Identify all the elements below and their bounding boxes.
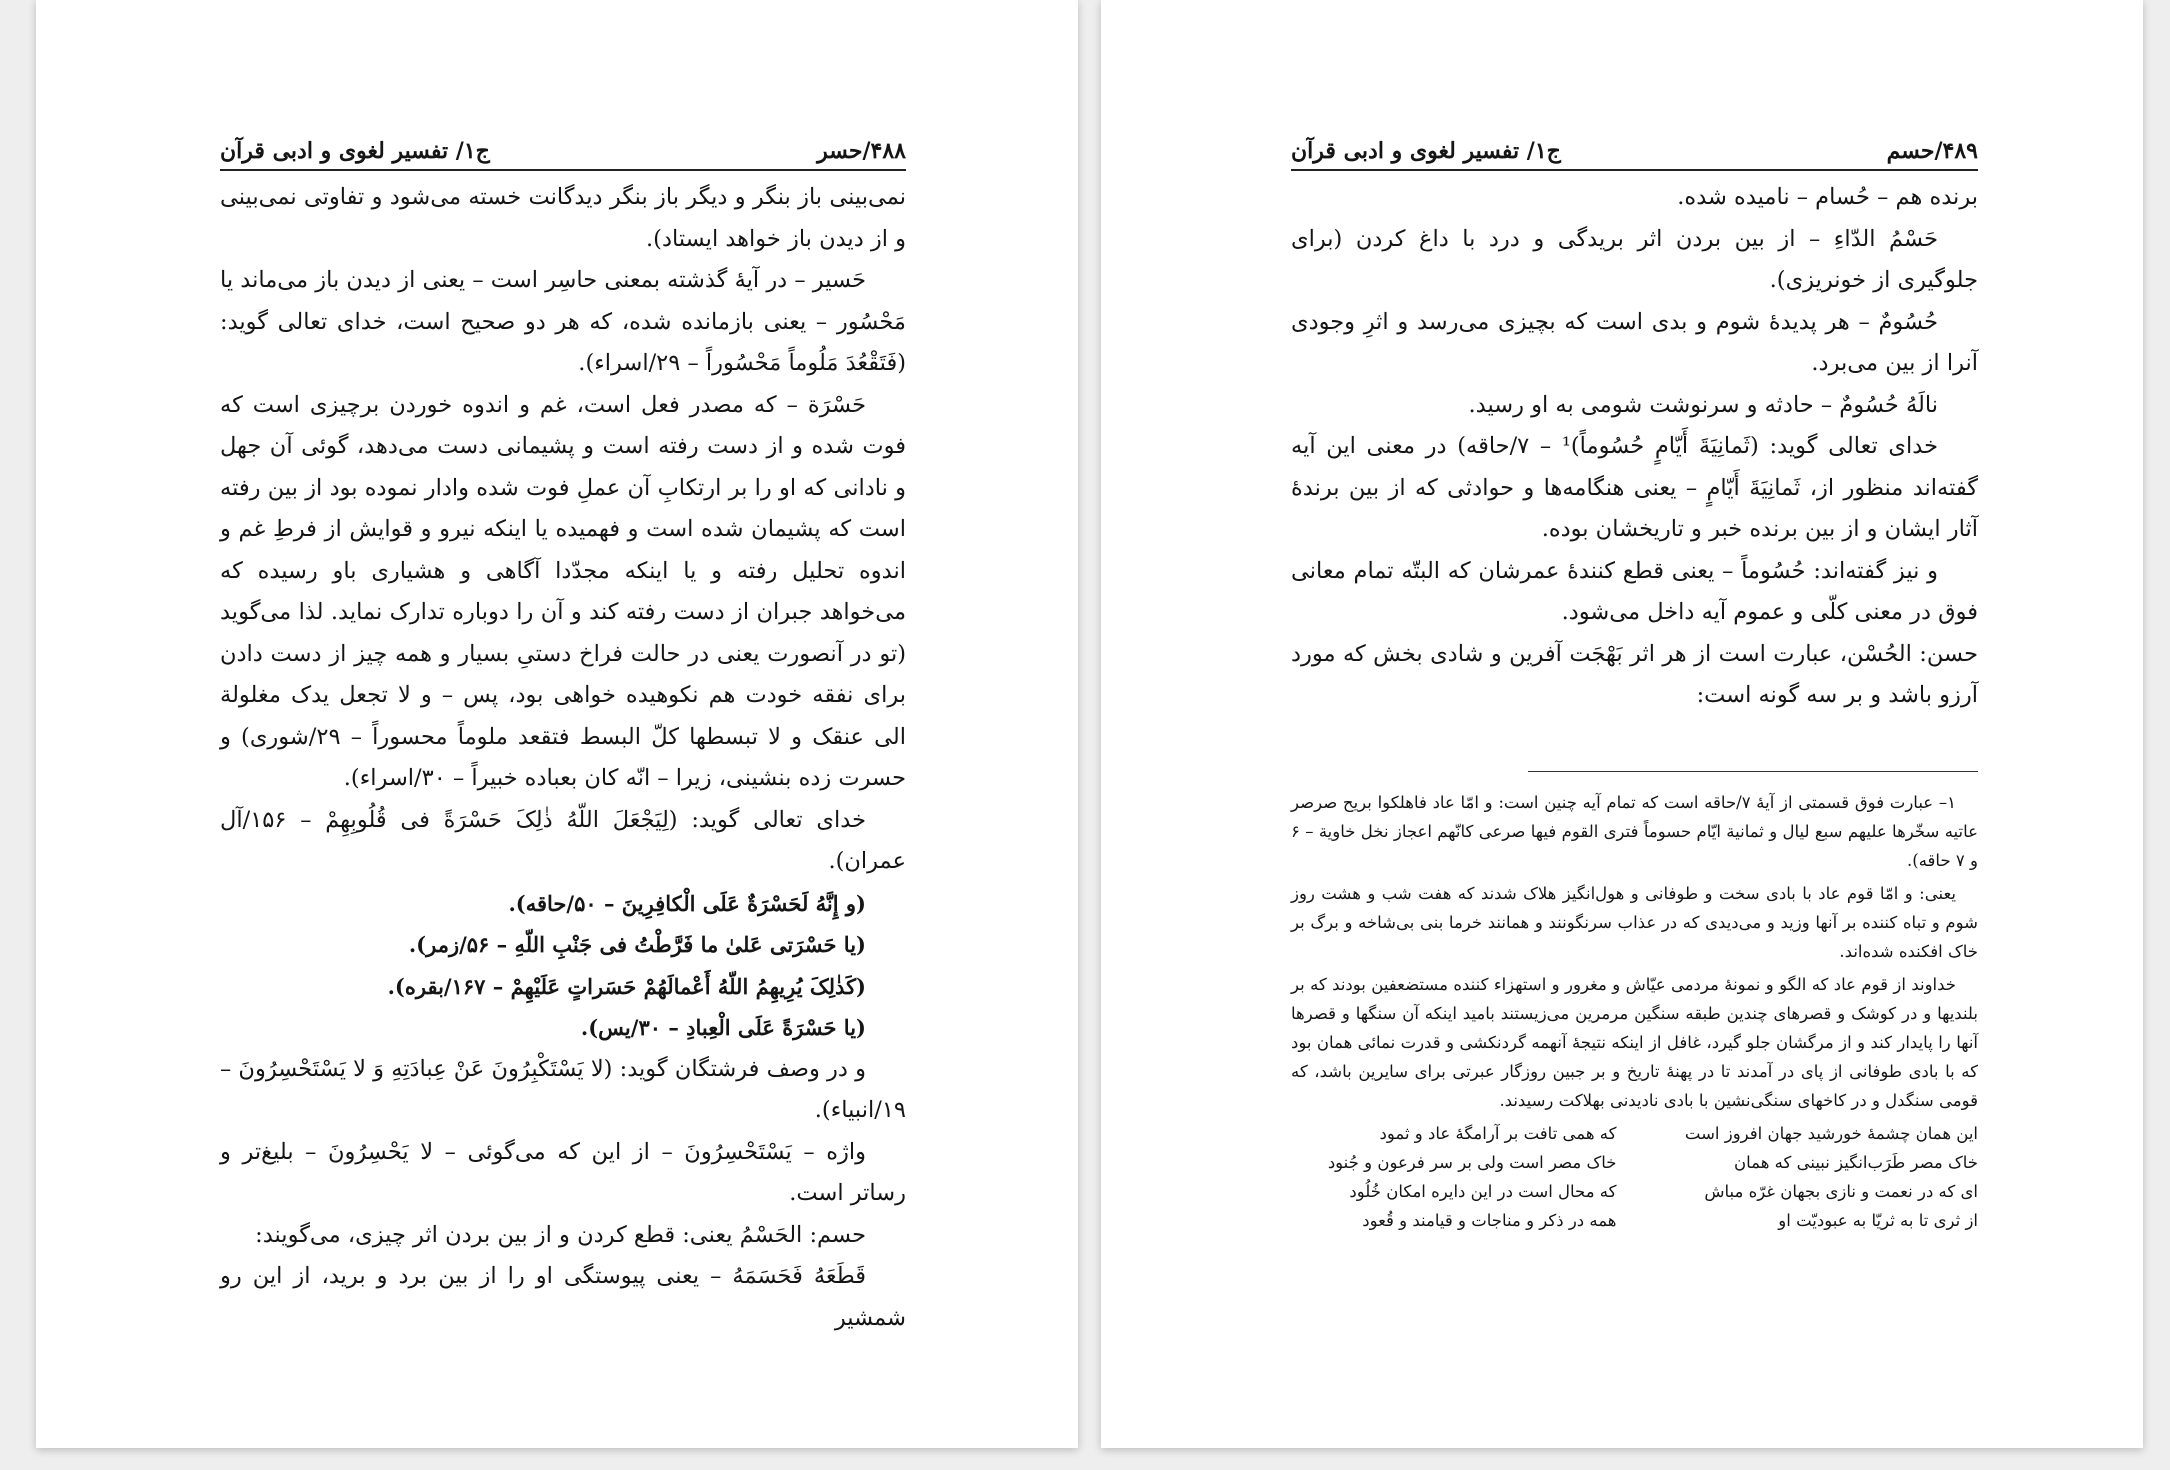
right-book-title: ج۱/ تفسیر لغوی و ادبی قرآن <box>1291 138 1561 164</box>
paragraph: واژه – یَسْتَحْسِرُونَ – از این که می‌گوئی – لا یَحْسِرُونَ – بلیغ‌تر و رساتر است. <box>220 1138 906 1206</box>
paragraph: و نیز گفته‌اند: حُسُوماً – یعنی قطع کنندهٔ عمرشان که البتّه تمام معانی فوق در معنی کلّی و عموم آیه داخل می‌شود. <box>1291 557 1978 625</box>
left-page-header <box>220 136 906 171</box>
footnote: یعنی: و امّا قوم عاد با بادی سخت و طوفانی و هول‌انگیز هلاک شدند که هفت شب و هشت روز شوم و تباه کننده بر آنها وزید و می‌دیدی که در عذاب سرنگونند و همانند خرما بنی بی‌شاخه و برگ بر خاک افکنده شده‌اند. <box>1291 883 1978 961</box>
left-book-title: ج۱/ تفسیر لغوی و ادبی قرآن <box>220 138 490 164</box>
footnote: ۱– عبارت فوق قسمتی از آیهٔ ۷/حاقه است که تمام آیه چنین است: و امّا عاد فاهلکوا بریح صرصر عاتیه سخّرها علیهم سبع لیال و ثمانیة ایّام حسوماً فتری القوم فیها صرعی کانّهم اعجاز نخل خاویة – ۶ و ۷ حاقه). <box>1291 792 1978 870</box>
poem-hemistich: خاک مصر است ولی بر سر فرعون و جُنود <box>1327 1152 1617 1172</box>
poem-hemistich: که محال است در این دایره امکان خُلُود <box>1349 1181 1617 1201</box>
paragraph: (کَذٰلِکَ یُرِیهِمُ اللّهُ أَعْمالَهُمْ حَسَراتٍ عَلَیْهِمْ – ۱۶۷/بقره). <box>387 973 866 999</box>
poem-hemistich: همه در ذکر و مناجات و قیامند و قُعود <box>1362 1210 1617 1230</box>
paragraph: و در وصف فرشتگان گوید: (لا یَسْتَکْبِرُونَ عَنْ عِبادَتِهِ وَ لا یَسْتَحْسِرُونَ – ۱۹/انبیاء). <box>220 1055 906 1123</box>
footnotes <box>1291 788 1978 1115</box>
poem-hemistich: این همان چشمهٔ خورشید جهان افروز است <box>1684 1123 1978 1143</box>
left-page <box>36 0 1078 1448</box>
paragraph: حَسْمُ الدّاءِ – از بین بردن اثر بریدگی و درد با داغ کردن (برای جلوگیری از خونریزی). <box>1291 225 1978 293</box>
right-page <box>1101 0 2143 1448</box>
footnote: خداوند از قوم عاد که الگو و نمونهٔ مردمی عیّاش و مغرور و استهزاء کننده مستضعفین بودند که بر بلندیها و در کوشک و قصرهای چندین طبقه سنگین مرمرین می‌زیستند بامید اینکه آن سنگها و قصرها آنها را پایدار کند و از مرگشان جلو گیرد، غافل از اینکه نتیجهٔ آنهمه گردنکشی و قدرت نمائی همان بود که با بادی طوفانی از پای در آمدند تا در پهنهٔ تاریخ و بر جبین روزگار عبرتی برای سایرین باشد، که قومی سنگدل و در کاخهای سنگی‌نشین با بادی نادیدنی بهلاکت رسیدند. <box>1291 974 1978 1110</box>
paragraph: (یا حَسْرَةً عَلَى الْعِبادِ – ۳۰/یس). <box>580 1015 866 1040</box>
left-page-ref: ۴۸۸/حسر <box>817 138 906 164</box>
paragraph: حَسیر – در آیهٔ گذشته بمعنی حاسِر است – یعنی از دیدن باز می‌ماند یا مَحْسُور – یعنی بازمانده شده، که هر دو صحیح است، خدای تعالی گوید: (فَتَقْعُدَ مَلُوماً مَحْسُوراً – ۲۹/اسراء). <box>220 267 906 376</box>
paragraph: حسن: الحُسْن، عبارت است از هر اثر بَهْجَت آفرین و شادی بخش که مورد آرزو باشد و بر سه گونه است: <box>1291 640 1978 708</box>
right-page-ref: ۴۸۹/حسم <box>1886 138 1978 164</box>
paragraph: برنده هم – حُسام – نامیده شده. <box>1677 184 1978 210</box>
left-page-body <box>220 177 906 1339</box>
footnote-divider <box>1528 771 1978 772</box>
paragraph: خدای تعالی گوید: (لِیَجْعَلَ اللّهُ ذٰلِکَ حَسْرَةً فی قُلُوبِهِمْ – ۱۵۶/آل عمران). <box>220 806 906 874</box>
right-page-header <box>1291 136 1978 171</box>
paragraph: نمی‌بینی باز بنگر و دیگر باز بنگر دیدگانت خسته می‌شود و تفاوتی نمی‌بینی و از دیدن باز خواهد ایستاد). <box>220 184 906 252</box>
paragraph: نالَهُ حُسُومٌ – حادثه و سرنوشت شومی به او رسید. <box>1468 391 1938 418</box>
left-page-content <box>220 136 906 1339</box>
paragraph: (یا حَسْرَتی عَلیٰ ما فَرَّطْتُ فی جَنْبِ اللّهِ – ۵۶/زمر). <box>408 932 866 957</box>
poem-hemistich: از ثری تا به ثریّا به عبودیّت او <box>1778 1210 1978 1230</box>
paragraph: حسم: الحَسْمُ یعنی: قطع کردن و از بین بردن اثر چیزی، می‌گویند: <box>255 1221 866 1248</box>
poem <box>1291 1119 1978 1235</box>
poem-hemistich: ای که در نعمت و نازی بجهان غرّه مباش <box>1704 1181 1978 1201</box>
paragraph: قَطَعَهُ فَحَسَمَهُ – یعنی پیوستگی او را از بین برد و برید، از این رو شمشیر <box>220 1263 906 1331</box>
right-page-content <box>1291 136 1978 1235</box>
poem-hemistich: که همی تافت بر آرامگهٔ عاد و ثمود <box>1379 1123 1617 1143</box>
poem-hemistich: خاک مصر طَرَب‌انگیز نبینی که همان <box>1734 1152 1978 1172</box>
right-page-body <box>1291 177 1978 717</box>
paragraph: حُسُومٌ – هر پدیدهٔ شوم و بدی است که بچیزی می‌رسد و اثرِ وجودی آنرا از بین می‌برد. <box>1291 308 1978 376</box>
paragraph: خدای تعالی گوید: (ثَمانِیَةَ أَیّامٍ حُسُوماً)¹ – ۷/حاقه) در معنی این آیه گفته‌اند منظور از، ثَمانِیَةَ أَیّامٍ – یعنی هنگامه‌ها و حوادثی که از بین برندهٔ آثار ایشان و از بین برنده خبر و تاریخشان بوده. <box>1291 433 1978 542</box>
paragraph: حَسْرَة – که مصدر فعل است، غم و اندوه خوردن برچیزی است که فوت شده و از دست رفته است و پشیمانی دست می‌دهد، گوئی آن جهل و نادانی که او را بر ارتکابِ آن عملِ فوت شده وادار نموده بود از بین رفته است که پشیمان شده است و فهمیده یا اینکه نیرو و قوایش از فرطِ غم و اندوه تحلیل رفته و یا اینکه مجدّدا آگاهی و هشیاری باو رسیده که می‌خواهد جبران از دست رفته کند و آن را دوباره تدارک نماید. لذا می‌گوید (تو در آنصورت یعنی در حالت فراخ دستیِ بسیار و همه چیز از دست دادن برای نفقه خودت هم نکوهیده خواهی بود، پس – و لا تجعل یدک مغلولة الی عنقک و لا تبسطها کلّ البسط فتقعد ملوماً محسوراً – ۲۹/شوری) و حسرت زده بنشینی، زیرا – انّه کان بعباده خبیراً – ۳۰/اسراء). <box>220 391 906 791</box>
paragraph: (و إِنَّهُ لَحَسْرَةٌ عَلَى الْکافِرِینَ – ۵۰/حاقه). <box>508 890 866 916</box>
